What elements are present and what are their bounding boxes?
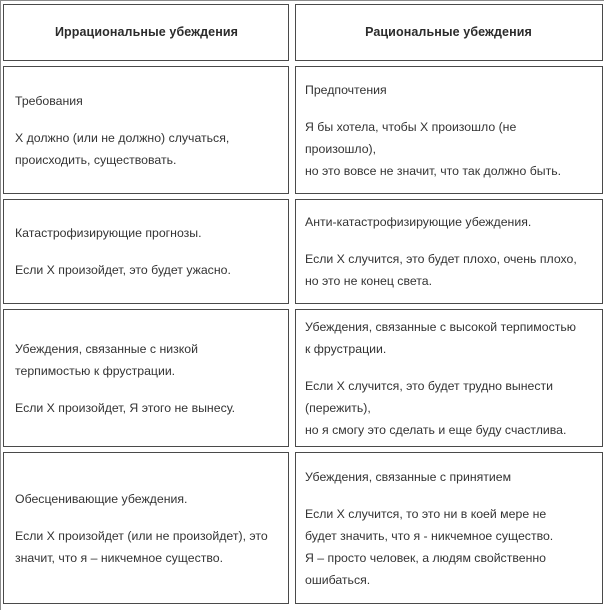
text-line: значит, что я – никчемное существо. [15,550,224,565]
text-line: но я смогу это сделать и еще буду счастлива. [305,422,567,437]
beliefs-comparison-table [3,4,603,609]
cell-paragraph [15,222,278,244]
column-header-label: Рациональные убеждения [365,25,532,40]
header-cell-irrational [3,4,289,61]
text-line: Если Х произойдет, Я этого не вынесу. [15,400,236,415]
column-header-label: Иррациональные убеждения [54,25,239,40]
cell-paragraph [15,127,278,171]
text-line: Убеждения, связанные с принятием [305,469,512,484]
text-line: но это вовсе не значит, что так должно быть. [305,163,562,178]
cell-rational [295,452,603,604]
cell-paragraph [15,525,278,569]
cell-irrational [3,66,289,194]
table-row [3,452,603,604]
text-line: к фрустрации. [305,341,387,356]
table-row [3,199,603,304]
text-line: Если Х произойдет, это будет ужасно. [15,263,231,277]
text-line: Предпочтения [305,82,387,97]
table-row [3,309,603,447]
text-line: Если Х произойдет (или не произойдет), это [15,528,268,543]
text-line: Обесценивающие убеждения. [15,491,188,506]
cell-paragraph [305,375,592,441]
table-header-row [3,4,603,61]
text-line: Анти-катастрофизирующие убеждения. [305,215,532,229]
cell-irrational [3,199,289,304]
text-line: Убеждения, связанные с низкой [15,341,198,356]
text-line: ошибаться. [305,572,371,587]
text-line: будет значить, что я - никчемное существо. [305,528,554,543]
text-line: Требования [15,93,83,108]
cell-rational [295,66,603,194]
cell-paragraph [15,259,278,281]
cell-irrational [3,452,289,604]
text-line: но это не конец света. [305,274,433,288]
text-line: терпимостью к фрустрации. [15,363,176,378]
cell-rational [295,199,603,304]
cell-paragraph [305,248,592,292]
text-line: Если Х случится, это будет плохо, очень плохо, [305,252,577,266]
cell-paragraph [305,79,592,101]
cell-paragraph [15,338,278,382]
cell-paragraph [15,397,278,419]
header-cell-rational [295,4,603,61]
text-line: Если Х случится, это будет трудно вынести [305,378,554,393]
text-line: Я – просто человек, а людям свойственно [305,550,546,565]
text-line: Х должно (или не должно) случаться, [15,130,230,145]
text-line: Я бы хотела, чтобы Х произошло (не [305,119,517,134]
cell-paragraph [305,466,592,488]
text-line: Катастрофизирующие прогнозы. [15,226,202,240]
text-line: Убеждения, связанные с высокой терпимостью [305,319,576,334]
text-line: Если Х случится, то это ни в коей мере не [305,506,547,521]
table-row [3,66,603,194]
cell-paragraph [305,211,592,233]
cell-paragraph [305,503,592,591]
cell-paragraph [15,488,278,510]
cell-paragraph [305,116,592,182]
text-line: (пережить), [305,400,371,415]
text-line: произошло), [305,141,377,156]
cell-paragraph [15,90,278,112]
text-line: происходить, существовать. [15,152,177,167]
cell-irrational [3,309,289,447]
cell-rational [295,309,603,447]
cell-paragraph [305,316,592,360]
